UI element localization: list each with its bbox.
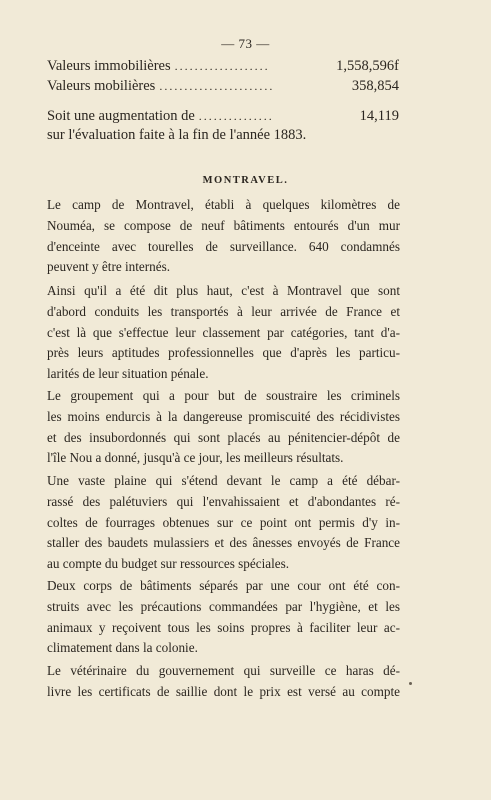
- page-number: — 73 —: [221, 36, 270, 51]
- text-line: staller des baudets mulassiers et des ânesses envoyés de France: [47, 535, 400, 551]
- text-line: climatement dans la colonie.: [47, 640, 198, 656]
- text-line: animaux y reçoivent tous les soins propres à faciliter leur ac-: [47, 619, 400, 635]
- text-line: larités de leur situation pénale.: [47, 366, 209, 382]
- text-line: et des insubordonnés qui sont placés au pénitencier-dépôt de: [47, 429, 400, 445]
- ledger-label: Valeurs immobilières: [47, 58, 171, 74]
- text-line: Une vaste plaine qui s'étend devant le camp a été débar-: [47, 473, 400, 488]
- ledger-row-augmentation: [47, 108, 399, 128]
- ledger-value: 358,854: [351, 78, 399, 94]
- text-line: Le groupement qui a pour but de soustraire les criminels: [47, 388, 400, 403]
- paragraph: [47, 195, 400, 278]
- paragraph: [47, 471, 400, 575]
- ledger-label: Valeurs mobilières: [47, 78, 156, 94]
- leader-dots: ...................: [174, 59, 270, 73]
- paragraph: [47, 576, 400, 659]
- ledger-row-mobilieres: [47, 78, 399, 98]
- text-line: Le vétérinaire du gouvernement qui surveille ce haras dé-: [47, 663, 400, 678]
- ledger-value: 14,119: [359, 108, 399, 124]
- text-line: coltes de fourrages obtenues sur ce point ont permis d'y in-: [47, 514, 400, 530]
- text-line: Ainsi qu'il a été dit plus haut, c'est à Montravel que sont: [47, 283, 400, 298]
- leader-dots: .......................: [159, 79, 275, 93]
- text-line: d'abord conduits les transportés à leur arrivée de France et: [47, 303, 400, 319]
- text-line: près leurs aptitudes professionnelles que d'après les particu-: [47, 345, 400, 361]
- ledger-value: 1,558,596f: [336, 58, 399, 74]
- text-line: struits avec les précautions commandées par l'hygiène, et les: [47, 598, 400, 614]
- ledger-label: Soit une augmentation de: [47, 108, 195, 124]
- text-line: les moins endurcis à la dangereuse promiscuité des récidivistes: [47, 408, 400, 424]
- text-line: c'est là que s'effectue leur classement par catégories, tant d'a-: [47, 324, 400, 340]
- leader-dots: ...............: [198, 109, 274, 123]
- ledger-trailing-text: sur l'évaluation faite à la fin de l'année 1883.: [47, 127, 307, 143]
- text-line: l'île Nou a donné, jusqu'à ce jour, les meilleurs résultats.: [47, 450, 344, 466]
- paragraph: [47, 386, 400, 469]
- paragraph: [47, 661, 400, 703]
- ledger-row-immobilieres: [47, 58, 399, 78]
- text-line: Deux corps de bâtiments séparés par une cour ont été con-: [47, 578, 400, 593]
- text-line: au compte du budget sur ressources spéciales.: [47, 556, 290, 572]
- text-line: d'enceinte avec tourelles de surveillance. 640 condamnés: [47, 238, 400, 254]
- text-line: Nouméa, se compose de neuf bâtiments entourés d'un mur: [47, 217, 400, 233]
- text-line: peuvent y être internés.: [47, 259, 171, 275]
- text-line: Le camp de Montravel, établi à quelques kilomètres de: [47, 197, 400, 212]
- section-title: MONTRAVEL.: [202, 175, 289, 186]
- paragraph: [47, 281, 400, 385]
- text-line: rassé des palétuviers qui l'envahissaient et d'abondantes ré-: [47, 493, 400, 509]
- paper-speck: [409, 682, 412, 685]
- text-line: livre les certificats de saillie dont le prix est versé au compte: [47, 683, 400, 699]
